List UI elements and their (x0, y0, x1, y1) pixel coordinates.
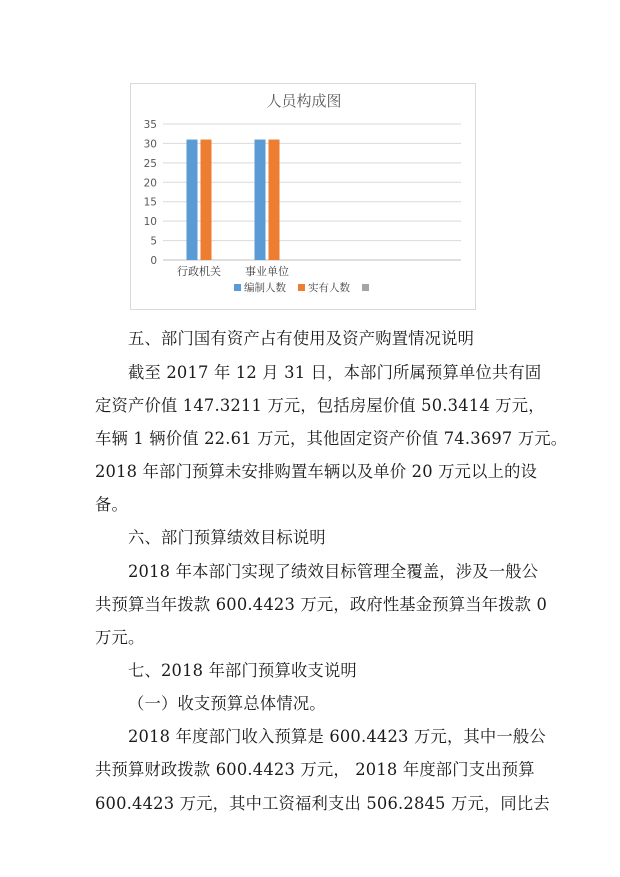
paragraph-line: 截至 2017 年 12 月 31 日，本部门所属预算单位共有固 (128, 363, 542, 382)
legend-swatch (298, 284, 305, 291)
y-tick-label: 15 (143, 196, 157, 209)
y-tick-label: 5 (150, 235, 157, 248)
y-tick-label: 0 (150, 255, 157, 267)
legend-swatch (234, 284, 241, 291)
legend-label: 实有人数 (308, 282, 350, 294)
x-tick-label: 行政机关 (177, 265, 221, 278)
x-tick-label: 事业单位 (245, 265, 289, 278)
paragraph-line: 2018 年本部门实现了绩效目标管理全覆盖，涉及一般公 (128, 562, 539, 581)
paragraph-line: 2018 年度部门收入预算是 600.4423 万元，其中一般公 (128, 727, 546, 746)
paragraph-line: 2018 年部门预算未安排购置车辆以及单价 20 万元以上的设 (95, 462, 538, 481)
subsection-heading: （一）收支预算总体情况。 (128, 694, 326, 713)
paragraph-line: 共预算当年拨款 600.4423 万元，政府性基金预算当年拨款 0 (95, 595, 548, 614)
section-heading-7: 七、2018 年部门预算收支说明 (128, 661, 357, 680)
y-tick-label: 25 (143, 157, 157, 170)
y-tick-label: 30 (143, 138, 157, 151)
bar (255, 140, 266, 260)
paragraph-line: 600.4423 万元，其中工资福利支出 506.2845 万元，同比去 (95, 794, 550, 813)
personnel-chart (130, 83, 476, 310)
paragraph-line: 共预算财政拨款 600.4423 万元， 2018 年度部门支出预算 (95, 760, 535, 779)
y-tick-label: 10 (143, 216, 157, 229)
chart-canvas (131, 84, 477, 311)
y-tick-label: 20 (143, 177, 157, 190)
paragraph-line: 万元。 (95, 628, 145, 647)
legend-swatch (362, 284, 369, 291)
bar (269, 140, 280, 260)
section-heading-6: 六、部门预算绩效目标说明 (128, 528, 326, 547)
paragraph-line: 备。 (95, 495, 128, 514)
chart-title: 人员构成图 (266, 92, 342, 110)
paragraph-line: 车辆 1 辆价值 22.61 万元，其他固定资产价值 74.3697 万元。 (95, 429, 568, 448)
y-tick-label: 35 (143, 119, 157, 131)
paragraph-line: 定资产价值 147.3211 万元，包括房屋价值 50.3414 万元， (95, 396, 545, 415)
bar (201, 140, 212, 260)
legend-label: 编制人数 (244, 282, 286, 294)
bar (187, 140, 198, 260)
section-heading-5: 五、部门国有资产占有使用及资产购置情况说明 (128, 329, 475, 348)
